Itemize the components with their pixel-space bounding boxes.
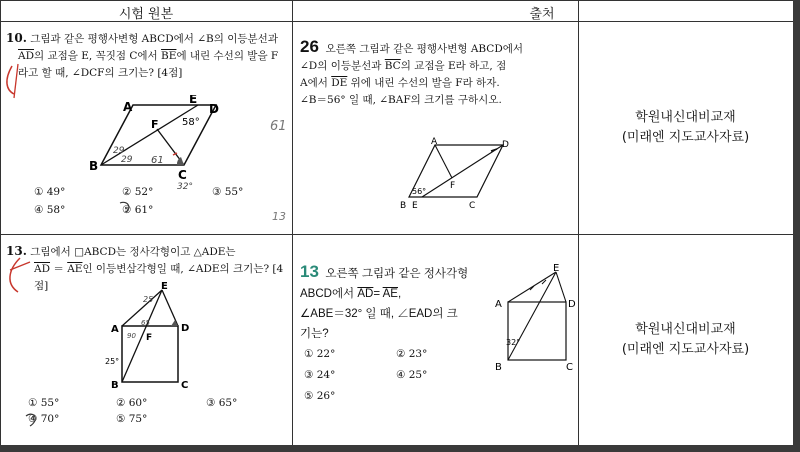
angle-label: 58° xyxy=(182,117,200,128)
label-b: B xyxy=(111,380,119,391)
segment-ad: $\overline{AD}$ xyxy=(34,263,51,275)
row2-source-question xyxy=(300,262,480,344)
reference-title: 학원내신대비교재 xyxy=(635,322,736,337)
row1-source-question xyxy=(300,38,576,109)
question-text: , xyxy=(397,288,402,300)
question-text: 오른쪽 그림과 같은 정사각형 xyxy=(325,268,469,280)
question-line: ∠ABE＝32° 일 때, ∠EAD의 크 xyxy=(300,308,458,320)
row2-handwriting xyxy=(0,240,292,445)
row1-source-figure xyxy=(395,135,515,215)
label-f: F xyxy=(450,181,456,191)
question-text: 그림과 같은 평행사변형 ABCD에서 ∠B의 이등분선과 xyxy=(30,33,278,45)
column-divider-1 xyxy=(292,0,293,452)
label-f: F xyxy=(151,118,159,131)
header-original: 시험 원본 xyxy=(118,7,174,22)
segment-ae: $\overline{AE}$ xyxy=(382,288,398,300)
question-number: 13 xyxy=(300,262,319,281)
label-a: A xyxy=(431,137,438,147)
question-text: 위에 내린 수선의 발을 F라 하자. xyxy=(350,77,500,89)
question-line: 기는? xyxy=(300,328,329,340)
question-text: 오른쪽 그림과 같은 평행사변형 ABCD에서 xyxy=(325,43,524,55)
tick-marks xyxy=(530,280,546,290)
reference-title: 학원내신대비교재 xyxy=(635,110,736,125)
question-text: ABCD에서 xyxy=(300,288,355,300)
question-number: 10. xyxy=(6,31,27,45)
choice-2[interactable]: ② 23° xyxy=(396,348,428,360)
row2-reference xyxy=(578,320,793,360)
handwriting-stroke xyxy=(10,258,20,292)
circle-mark xyxy=(26,414,35,426)
table-border-top xyxy=(0,0,800,1)
choice-1[interactable]: ① 22° xyxy=(304,348,336,360)
choice-5[interactable]: ⑤ 75° xyxy=(116,413,148,425)
question-text: 의 교점을 E라 하고, 점 xyxy=(400,60,507,72)
label-d: D xyxy=(568,299,576,310)
question-line xyxy=(300,58,576,75)
row2-source-choices xyxy=(304,348,484,408)
segment-ad: $\overline{AD}$ xyxy=(357,288,374,300)
label-f: F xyxy=(146,333,153,343)
choice-4[interactable]: ④ 70° xyxy=(28,413,60,425)
question-text: 그림에서 □ABCD는 정사각형이고 △ADE는 xyxy=(30,246,236,258)
question-line: 라고 할 때, ∠DCF의 크기는? [4점] xyxy=(18,67,183,79)
question-text: ∠D의 이등분선과 xyxy=(300,60,382,72)
question-text: A에서 xyxy=(300,77,328,89)
handwritten-note: 29 xyxy=(121,155,133,165)
question-line xyxy=(300,38,576,58)
segment-ed xyxy=(556,272,566,302)
question-text: = xyxy=(373,288,383,300)
label-b: B xyxy=(400,201,407,211)
question-text: ＝ xyxy=(50,263,68,275)
circle-mark xyxy=(120,202,129,212)
question-number: 13. xyxy=(6,244,27,258)
choice-2[interactable]: ② 60° xyxy=(116,397,148,409)
choice-3[interactable]: ③ 24° xyxy=(304,369,336,381)
question-text: 인 이등변삼각형일 때, ∠ADE의 크기는? [4점] xyxy=(34,263,284,292)
window-edge-bottom xyxy=(0,445,800,452)
choice-4[interactable]: ④ 25° xyxy=(396,369,428,381)
label-d: D xyxy=(181,323,190,334)
header-source: 출처 xyxy=(529,7,555,22)
choice-2[interactable]: ② 52° xyxy=(122,186,154,198)
handwritten-note: 65 xyxy=(141,319,150,327)
choice-1[interactable]: ① 49° xyxy=(34,186,66,198)
window-edge-right xyxy=(793,0,800,452)
label-a: A xyxy=(111,324,119,335)
segment-ae: $\overline{AE}$ xyxy=(67,263,83,275)
handwritten-note: 13 xyxy=(272,210,286,223)
reference-subtitle: (미래엔 지도교사자료) xyxy=(621,130,750,145)
square xyxy=(508,302,566,360)
row-divider xyxy=(0,234,800,235)
handwriting-stroke xyxy=(7,66,14,94)
choice-1[interactable]: ① 55° xyxy=(28,397,60,409)
choice-3[interactable]: ③ 65° xyxy=(206,397,238,409)
label-e: E xyxy=(161,281,168,292)
label-e: E xyxy=(553,263,560,274)
label-d: D xyxy=(209,102,219,116)
choice-3[interactable]: ③ 55° xyxy=(212,186,244,198)
handwritten-note: 61 xyxy=(270,119,287,134)
label-b: B xyxy=(495,362,502,373)
handwritten-note: 61 xyxy=(151,155,164,166)
question-line: ∠B＝56° 일 때, ∠BAF의 크기를 구하시오. xyxy=(300,94,502,106)
label-a: A xyxy=(123,100,133,114)
segment-bc: $\overline{BC}$ xyxy=(384,60,401,72)
label-c: C xyxy=(181,380,189,391)
perpendicular-af xyxy=(435,145,452,178)
question-text: 의 교점을 E, 꼭짓점 C에서 xyxy=(34,50,158,62)
label-e: E xyxy=(189,95,198,106)
label-b: B xyxy=(89,159,99,173)
label-a: A xyxy=(495,299,502,310)
row1-handwriting xyxy=(0,28,292,233)
label-c: C xyxy=(566,362,573,373)
question-text: 에 내린 수선의 발을 F xyxy=(176,50,279,62)
segment-be: $\overline{BE}$ xyxy=(161,50,177,62)
handwritten-note: 29 xyxy=(113,146,125,156)
angle-label: 25° xyxy=(105,357,120,366)
choice-5[interactable]: ⑤ 26° xyxy=(304,390,336,402)
question-line xyxy=(300,262,480,284)
reference-subtitle: (미래엔 지도교사자료) xyxy=(621,342,750,357)
handwritten-note: 25 xyxy=(143,295,154,304)
label-c: C xyxy=(178,168,187,182)
angle-mark xyxy=(491,149,497,151)
question-line xyxy=(300,284,480,304)
handwritten-note: 90 xyxy=(127,332,136,340)
choice-5[interactable]: ⑤ 61° xyxy=(122,204,154,216)
angle-label: 32° xyxy=(506,338,521,347)
label-c: C xyxy=(469,201,476,211)
choice-4[interactable]: ④ 58° xyxy=(34,204,66,216)
row1-reference xyxy=(578,108,793,148)
label-e: E xyxy=(412,201,418,211)
segment-de: $\overline{DE}$ xyxy=(331,77,348,89)
label-d: D xyxy=(502,140,509,150)
segment-ad: $\overline{AD}$ xyxy=(18,50,35,62)
angle-label: 56° xyxy=(412,187,427,196)
handwriting-stroke xyxy=(14,64,18,98)
question-line xyxy=(300,75,576,92)
question-number: 26 xyxy=(300,38,319,56)
column-divider-2 xyxy=(578,0,579,452)
handwritten-note: 32° xyxy=(177,182,193,190)
bisector-de xyxy=(422,145,503,197)
row2-source-figure xyxy=(490,262,580,377)
segment-ae xyxy=(508,272,556,302)
